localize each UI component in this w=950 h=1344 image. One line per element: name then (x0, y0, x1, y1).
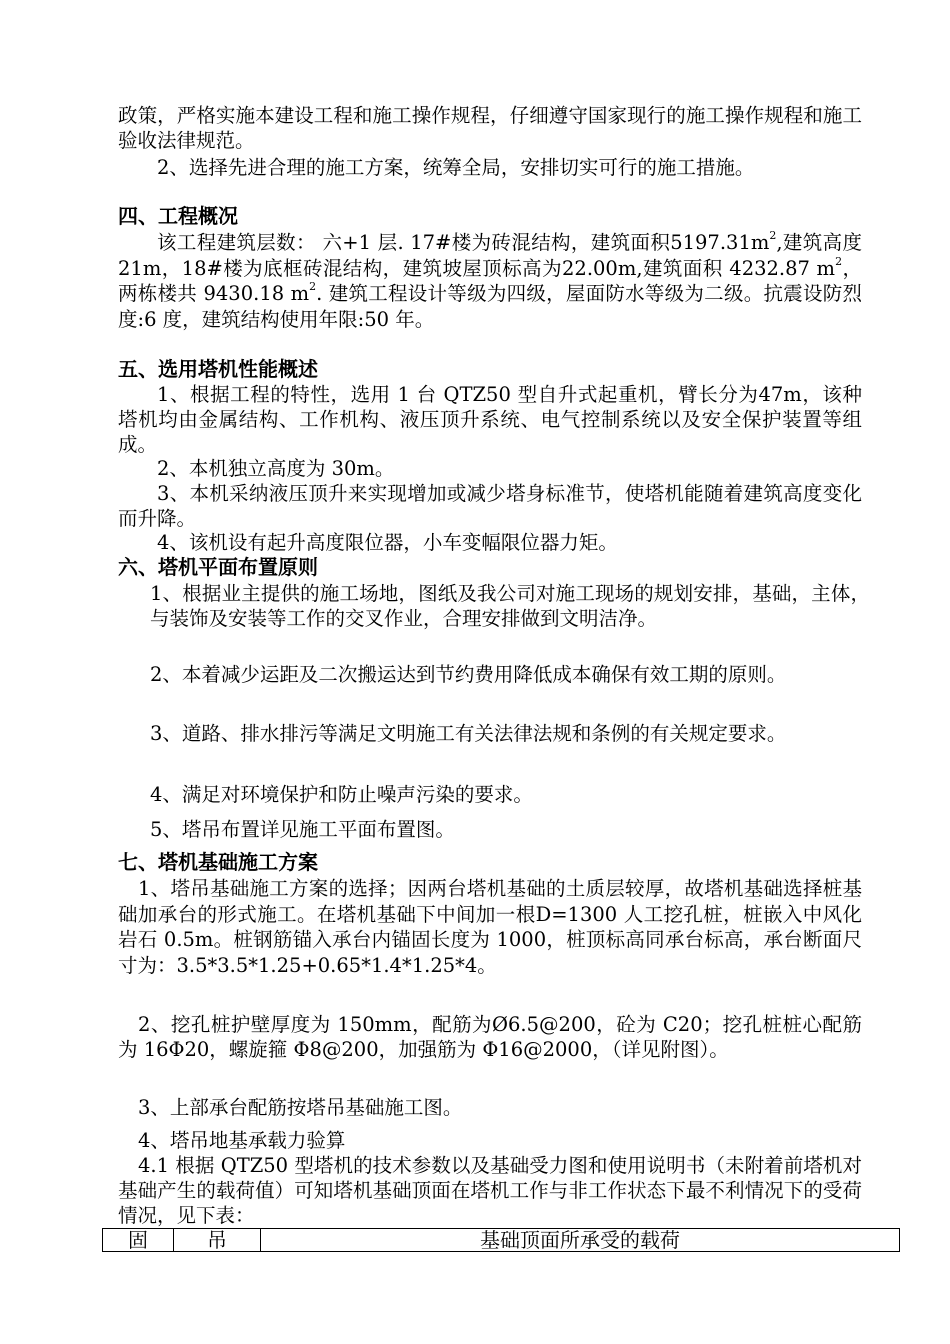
heading-section-7: 七、塔机基础施工方案 (118, 850, 318, 874)
list-item: 1、塔吊基础施工方案的选择；因两台塔机基础的土质层较厚，故塔机基础选择桩基础加承台的形式施工。在塔机基础下中间加一根D=1300 人工挖孔桩，桩嵌入中风化岩石 0.5m。桩钢筋锚入承台内锚固长度为 1000，桩顶标高同承台标高，承台断面尺寸为：3.5*3.5*1.25+0.65*1.4*1.25*4。 (118, 877, 862, 977)
heading-section-5: 五、选用塔机性能概述 (118, 357, 318, 381)
overview-text-b: ,建筑高度 21m，18#楼为底框砖混结构，建筑坡屋顶标高为22.00m,建筑面积 4232.87 m (118, 231, 863, 280)
table-header-cell: 基础顶面所承受的载荷 (261, 1229, 900, 1252)
overview-text-a: 该工程建筑层数： 六+1 层. 17#楼为砖混结构，建筑面积5197.31m (157, 231, 770, 254)
list-item: 4、满足对环境保护和防止噪声污染的要求。 (150, 783, 533, 806)
list-item: 3、上部承台配筋按塔吊基础施工图。 (138, 1096, 463, 1119)
list-item: 5、塔吊布置详见施工平面布置图。 (150, 818, 455, 841)
list-item: 3、本机采纳液压顶升来实现增加或减少塔身标准节，使塔机能随着建筑高度变化而升降。 (118, 482, 862, 530)
list-item: 2、本机独立高度为 30m。 (157, 457, 395, 480)
list-item: 4.1 根据 QTZ50 型塔机的技术参数以及基础受力图和使用说明书（未附着前塔机对基础产生的载荷值）可知塔机基础顶面在塔机工作与非工作状态下最不利情况下的受荷情况，见下表： (118, 1154, 862, 1227)
table-row (103, 1229, 900, 1252)
list-item: 1、根据业主提供的施工场地，图纸及我公司对施工现场的规划安排，基础，主体，与装饰及安装等工作的交叉作业，合理安排做到文明洁净。 (150, 582, 870, 630)
table-header-cell: 固 (103, 1229, 174, 1252)
heading-section-4: 四、工程概况 (118, 204, 238, 228)
paragraph-scheme: 2、选择先进合理的施工方案，统筹全局，安排切实可行的施工措施。 (157, 156, 755, 179)
superscript-2: 2 (835, 254, 843, 268)
list-item: 4、该机设有起升高度限位器，小车变幅限位器力矩。 (157, 531, 618, 554)
paragraph-policy: 政策，严格实施本建设工程和施工操作规程，仔细遵守国家现行的施工操作规程和施工验收法律规范。 (118, 104, 862, 152)
table-header-cell: 吊 (174, 1229, 261, 1252)
overview-text-c: ，两栋楼共 9430.18 m (118, 256, 862, 305)
load-table (102, 1228, 900, 1252)
superscript-2: 2 (769, 229, 777, 242)
list-item: 2、挖孔桩护壁厚度为 150mm，配筋为Ø6.5@200，砼为 C20；挖孔桩桩心配筋为 16Φ20，螺旋箍 Φ8@200，加强筋为 Φ16@2000，（详见附图）。 (118, 1013, 862, 1061)
heading-section-6: 六、塔机平面布置原则 (118, 555, 318, 579)
list-item: 4、塔吊地基承载力验算 (138, 1129, 346, 1152)
list-item: 3、道路、排水排污等满足文明施工有关法律法规和条例的有关规定要求。 (150, 722, 787, 745)
list-item: 2、本着减少运距及二次搬运达到节约费用降低成本确保有效工期的原则。 (150, 663, 787, 686)
list-item: 1、根据工程的特性，选用 1 台 QTZ50 型自升式起重机，臂长分为47m，该种塔机均由金属结构、工作机构、液压顶升系统、电气控制系统以及安全保护装置等组成。 (118, 383, 862, 456)
paragraph-project-overview (118, 230, 862, 332)
superscript-2: 2 (309, 280, 317, 293)
overview-text-d: . 建筑工程设计等级为四级，屋面防水等级为二级。抗震设防烈度:6 度，建筑结构使用年限:50 年。 (118, 282, 862, 331)
